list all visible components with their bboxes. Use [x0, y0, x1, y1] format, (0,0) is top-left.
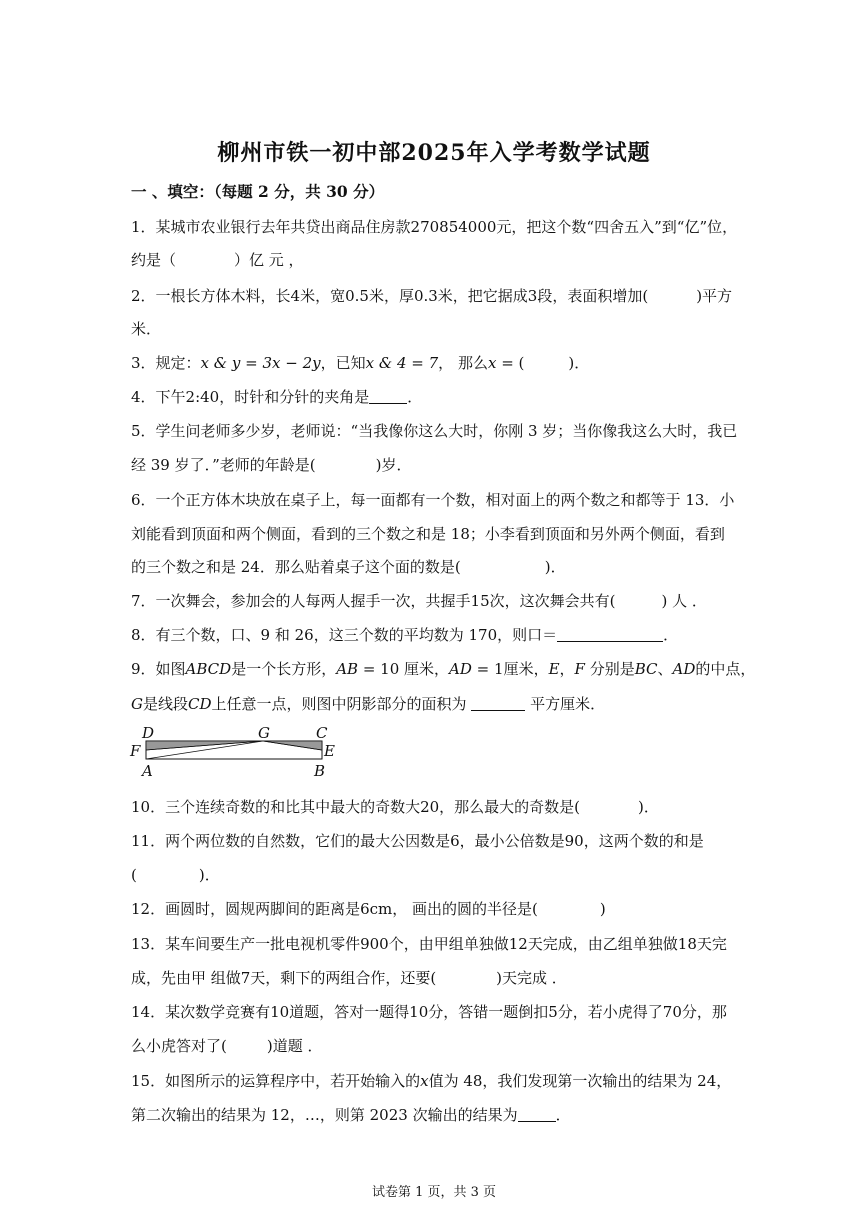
- question-5-line-1: 5．学生问老师多少岁，老师说：“当我像你这么大时，你刚 3 岁；当你像我这么大时，我已: [131, 422, 738, 440]
- answer-underline: [518, 1107, 556, 1122]
- q3-equals: = (: [496, 354, 525, 372]
- label-a: A: [142, 762, 153, 780]
- q9-text: 厘米，: [503, 660, 549, 678]
- q9-ab: AB: [336, 660, 359, 678]
- q5-text: 经 39 岁了．”老师的年龄是(: [131, 456, 316, 474]
- question-2-line-1: [131, 285, 732, 306]
- q9-prefix: 9．如图: [131, 660, 186, 678]
- q3-formula: x & y = 3x − 2y: [200, 354, 321, 372]
- q15-text: 第二次输出的结果为 12，…，则第 2023 次输出的结果为: [131, 1106, 518, 1124]
- label-b: B: [314, 762, 326, 780]
- question-13-line-1: 13．某车间要生产一批电视机零件900个，由甲组单独做12天完成，由乙组单独做18天完: [131, 935, 727, 953]
- q8-text: 8．有三个数，口、9 和 26，这三个数的平均数为 170，则口＝: [131, 626, 558, 644]
- q3-mid: ，已知: [320, 354, 366, 372]
- q8-suffix: ．: [663, 626, 679, 644]
- q3-then: ， 那么: [438, 354, 488, 372]
- q9-text: 上任意一点，则图中阴影部分的面积为: [211, 695, 472, 713]
- q7-text: 7．一次舞会，参加会的人每两人握手一次，共握手15次，这次舞会共有(: [131, 592, 616, 610]
- q5-suffix: )岁．: [375, 456, 412, 474]
- q9-bc: BC: [634, 660, 658, 678]
- q9-suffix: 平方厘米．: [525, 695, 606, 713]
- question-14-line-2: [131, 1035, 322, 1056]
- question-5-line-2: [131, 454, 412, 475]
- question-7: [131, 590, 707, 611]
- q11-prefix: (: [131, 866, 137, 884]
- q9-f: F: [574, 660, 585, 678]
- question-8: [131, 624, 678, 645]
- q10-text: 10．三个连续奇数的和比其中最大的奇数大20，那么最大的奇数是(: [131, 798, 581, 816]
- question-6-line-2: 刘能看到顶面和两个侧面，看到的三个数之和是 18；小李看到顶面和另外两个侧面，看到: [131, 525, 725, 543]
- question-15-line-1: [131, 1070, 731, 1091]
- q9-text: 厘米，: [404, 660, 450, 678]
- question-6-line-1: 6．一个正方体木块放在桌子上，每一面都有一个数，相对面上的两个数之和都等于 13．小: [131, 491, 735, 509]
- q14-suffix: )道题 ．: [266, 1037, 323, 1055]
- label-c: C: [316, 724, 328, 742]
- answer-underline: [369, 389, 407, 404]
- q9-text: 是一个长方形，: [231, 660, 337, 678]
- question-3: [131, 352, 589, 373]
- q2-suffix: )平方: [696, 287, 733, 305]
- q4-suffix: ．: [407, 388, 423, 406]
- q14-text: 么小虎答对了(: [131, 1037, 227, 1055]
- section-heading: 一 、填空：（每题 2 分，共 30 分）: [131, 182, 385, 201]
- q12-text: 12．画圆时，圆规两脚间的距离是6cm， 画出的圆的半径是(: [131, 900, 538, 918]
- question-6-line-3: [131, 556, 566, 577]
- q9-g: G: [131, 695, 143, 713]
- q11-suffix: )．: [198, 866, 220, 884]
- q9-ad: AD: [672, 660, 696, 678]
- q12-suffix: ): [599, 900, 606, 918]
- q15-text: 值为 48，我们发现第一次输出的结果为 24，: [428, 1072, 732, 1090]
- q1-prefix: 约是（: [131, 251, 177, 269]
- q9-text: 的中点，: [695, 660, 756, 678]
- q3-suffix: )．: [568, 354, 590, 372]
- question-9-line-1: [131, 658, 755, 679]
- q7-suffix: ) 人 ．: [661, 592, 707, 610]
- question-2-line-2: 米．: [131, 320, 162, 338]
- question-1-line-2: [131, 249, 304, 270]
- q15-text: 15．如图所示的运算程序中，若开始输入的: [131, 1072, 421, 1090]
- q10-suffix: )．: [638, 798, 659, 816]
- q9-text: 分别是: [584, 660, 635, 678]
- question-9-line-2: [131, 693, 605, 714]
- q9-ad: AD: [449, 660, 472, 678]
- q9-e: E: [548, 660, 560, 678]
- q9-ab-value: = 10: [358, 660, 405, 678]
- q3-variable: x: [487, 354, 497, 372]
- q13-suffix: )天完成 ．: [496, 969, 567, 987]
- q6-suffix: )．: [544, 558, 566, 576]
- label-g: G: [258, 724, 270, 742]
- q9-text: 是线段: [142, 695, 188, 713]
- exam-title: 柳州市铁一初中部2025年入学考数学试题: [217, 140, 651, 166]
- q9-comma: ，: [559, 660, 575, 678]
- question-1-line-1: 1．某城市农业银行去年共贷出商品住房款270854000元，把这个数“四舍五入”到“亿”位，: [131, 218, 738, 236]
- question-11-line-1: 11．两个两位数的自然数，它们的最大公因数是6，最小公倍数是90，这两个数的和是: [131, 832, 704, 850]
- q13-text: 成，先由甲 组做7天，剩下的两组合作，还要(: [131, 969, 437, 987]
- q3-prefix: 3．规定：: [131, 354, 201, 372]
- q3-condition: x & 4 = 7: [365, 354, 439, 372]
- answer-underline: [557, 627, 663, 642]
- q15-variable: x: [420, 1072, 429, 1090]
- question-11-line-2: [131, 864, 220, 885]
- question-4: [131, 386, 422, 407]
- q9-ad-value: = 1: [471, 660, 504, 678]
- label-d: D: [142, 724, 155, 742]
- answer-underline: [471, 696, 525, 711]
- q9-cd: CD: [188, 695, 212, 713]
- question-15-line-2: [131, 1104, 571, 1125]
- label-e: E: [324, 742, 335, 760]
- q1-suffix: ）亿 元 ，: [234, 251, 304, 269]
- q9-rect-name: ABCD: [185, 660, 232, 678]
- q9-sep: 、: [657, 660, 673, 678]
- q15-suffix: ．: [555, 1106, 571, 1124]
- question-13-line-2: [131, 967, 567, 988]
- q4-text: 4．下午2:40，时针和分针的夹角是: [131, 388, 370, 406]
- question-12: [131, 898, 606, 919]
- question-14-line-1: 14．某次数学竞赛有10道题，答对一题得10分，答错一题倒扣5分，若小虎得了70分，那: [131, 1003, 727, 1021]
- rectangle-figure: [128, 722, 348, 782]
- q2-text: 2．一根长方体木料，长4米，宽0.5米，厚0.3米，把它据成3段，表面积增加(: [131, 287, 649, 305]
- question-10: [131, 796, 659, 817]
- q6-text: 的三个数之和是 24．那么贴着桌子这个面的数是(: [131, 558, 461, 576]
- page-footer: 试卷第 1 页，共 3 页: [371, 1185, 497, 1200]
- label-f: F: [130, 742, 141, 760]
